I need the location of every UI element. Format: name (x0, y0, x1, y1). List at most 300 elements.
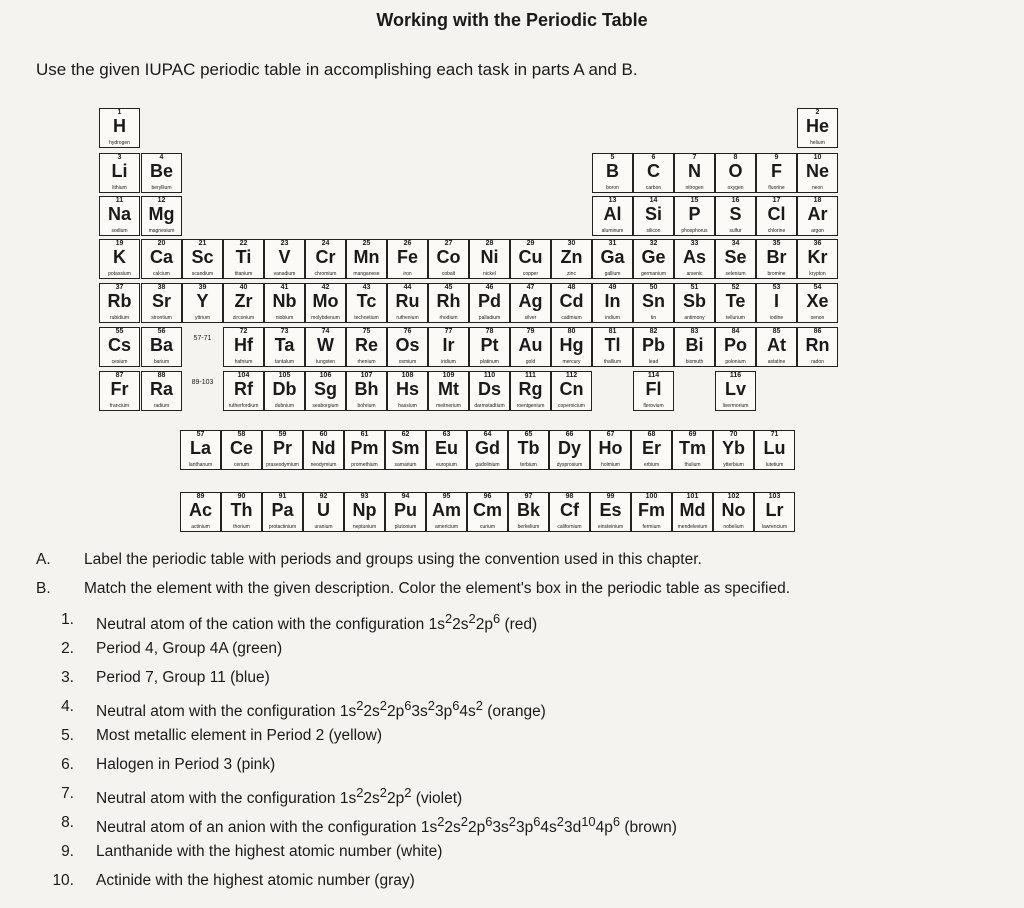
element-symbol: C (647, 161, 660, 181)
element-darmstadtium[interactable] (469, 371, 510, 411)
element-symbol: Pm (350, 438, 379, 458)
element-name: thorium (233, 524, 250, 530)
atomic-number: 50 (649, 284, 658, 291)
element-symbol: Rb (107, 291, 132, 311)
element-lawrencium[interactable] (754, 492, 795, 532)
element-arsenic[interactable] (674, 239, 715, 279)
atomic-number: 66 (565, 431, 574, 438)
element-nickel[interactable] (469, 239, 510, 279)
element-symbol: Fm (638, 500, 665, 520)
element-symbol: Eu (434, 438, 458, 458)
atomic-number: 64 (483, 431, 492, 438)
atomic-number: 9 (774, 154, 779, 161)
element-gold[interactable] (510, 327, 551, 367)
atomic-number: 65 (524, 431, 533, 438)
element-symbol: Cd (559, 291, 584, 311)
element-name: indium (605, 315, 620, 321)
element-symbol: Lv (724, 379, 746, 399)
element-symbol: Ho (598, 438, 623, 458)
element-name: niobium (275, 315, 294, 321)
element-symbol: Sc (191, 247, 214, 267)
element-symbol: Ac (188, 500, 212, 520)
element-name: polonium (725, 359, 746, 365)
element-symbol: Ta (274, 335, 295, 355)
element-boron[interactable] (592, 153, 633, 193)
element-name: cerium (233, 462, 249, 468)
atomic-number: 25 (362, 240, 371, 247)
element-name: fluorine (768, 185, 785, 191)
task-number: 10. (52, 872, 74, 889)
element-symbol: Rh (436, 291, 461, 311)
atomic-number: 51 (690, 284, 699, 291)
element-hydrogen[interactable] (99, 108, 140, 148)
element-dubnium[interactable] (264, 371, 305, 411)
element-fluorine[interactable] (756, 153, 797, 193)
element-mercury[interactable] (551, 327, 592, 367)
atomic-number: 21 (198, 240, 207, 247)
atomic-number: 61 (360, 431, 369, 438)
element-radium[interactable] (141, 371, 182, 411)
element-cerium[interactable] (221, 430, 262, 470)
element-zirconium[interactable] (223, 283, 264, 323)
element-symbol: Rg (518, 379, 543, 399)
element-francium[interactable] (99, 371, 140, 411)
element-symbol: K (113, 247, 126, 267)
element-symbol: Db (272, 379, 297, 399)
element-sodium[interactable] (99, 196, 140, 236)
element-name: osmium (398, 359, 417, 365)
element-symbol: Sr (151, 291, 171, 311)
element-name: cesium (111, 359, 128, 365)
element-cadmium[interactable] (551, 283, 592, 323)
atomic-number: 93 (360, 493, 369, 500)
element-rubidium[interactable] (99, 283, 140, 323)
element-name: tellurium (726, 315, 745, 321)
task-text: Most metallic element in Period 2 (yellow) (96, 727, 382, 744)
instructions: Use the given IUPAC periodic table in accomplishing each task in parts A and B. (36, 60, 638, 79)
atomic-number: 55 (115, 328, 124, 335)
part-a-text: Label the periodic table with periods and groups using the convention used in this chapter. (84, 551, 702, 568)
element-symbol: Pr (272, 438, 292, 458)
element-berkelium[interactable] (508, 492, 549, 532)
element-symbol: Cr (315, 247, 336, 267)
element-californium[interactable] (549, 492, 590, 532)
element-name: lead (648, 359, 659, 365)
element-name: lithium (112, 185, 127, 191)
element-sulfur[interactable] (715, 196, 756, 236)
atomic-number: 82 (649, 328, 658, 335)
element-symbol: V (278, 247, 291, 267)
element-barium[interactable] (141, 327, 182, 367)
atomic-number: 27 (444, 240, 453, 247)
element-seaborgium[interactable] (305, 371, 346, 411)
element-name: ytterbium (723, 462, 744, 468)
part-b-label: B. (36, 580, 51, 597)
element-symbol: Ag (518, 291, 543, 311)
element-bismuth[interactable] (674, 327, 715, 367)
element-helium[interactable] (797, 108, 838, 148)
task-text: Neutral atom with the configuration $1s^22s^22p^2$ (violet) (96, 785, 463, 808)
element-symbol: O (728, 161, 743, 181)
element-name: argon (811, 228, 824, 234)
element-name: curium (479, 524, 495, 530)
element-symbol: Bh (354, 379, 379, 399)
element-ytterbium[interactable] (713, 430, 754, 470)
atomic-number: 88 (157, 372, 166, 379)
element-krypton[interactable] (797, 239, 838, 279)
element-neptunium[interactable] (344, 492, 385, 532)
atomic-number: 102 (727, 493, 740, 500)
element-erbium[interactable] (631, 430, 672, 470)
element-name: seaborgium (312, 403, 339, 409)
element-nobelium[interactable] (713, 492, 754, 532)
element-symbol: F (771, 161, 782, 181)
element-bromine[interactable] (756, 239, 797, 279)
element-name: lutetium (765, 462, 784, 468)
atomic-number: 42 (321, 284, 330, 291)
element-silicon[interactable] (633, 196, 674, 236)
element-name: strontium (151, 315, 172, 321)
element-name: beryllium (151, 185, 172, 191)
element-chromium[interactable] (305, 239, 346, 279)
element-mendelevium[interactable] (672, 492, 713, 532)
element-symbol: U (317, 500, 330, 520)
element-name: thulium (684, 462, 701, 468)
element-hafnium[interactable] (223, 327, 264, 367)
element-name: antimony (684, 315, 705, 321)
element-tantalum[interactable] (264, 327, 305, 367)
element-iridium[interactable] (428, 327, 469, 367)
element-ruthenium[interactable] (387, 283, 428, 323)
element-oxygen[interactable] (715, 153, 756, 193)
element-name: vanadium (273, 271, 296, 277)
element-name: rubidium (109, 315, 130, 321)
element-name: iodine (769, 315, 784, 321)
element-scandium[interactable] (182, 239, 223, 279)
element-name: plutonium (394, 524, 417, 530)
atomic-number: 13 (608, 197, 617, 204)
atomic-number: 26 (403, 240, 412, 247)
element-name: livermorium (722, 403, 749, 409)
element-fermium[interactable] (631, 492, 672, 532)
atomic-number: 1 (117, 109, 122, 116)
element-copper[interactable] (510, 239, 551, 279)
element-name: scandium (191, 271, 214, 277)
element-name: bromine (767, 271, 786, 277)
element-name: americium (434, 524, 459, 530)
element-terbium[interactable] (508, 430, 549, 470)
atomic-number: 94 (401, 493, 410, 500)
element-symbol: Yb (721, 438, 745, 458)
atomic-number: 63 (442, 431, 451, 438)
element-curium[interactable] (467, 492, 508, 532)
element-name: lanthanum (188, 462, 213, 468)
element-gallium[interactable] (592, 239, 633, 279)
element-symbol: Lr (765, 500, 784, 520)
element-name: samarium (394, 462, 417, 468)
element-astatine[interactable] (756, 327, 797, 367)
element-beryllium[interactable] (141, 153, 182, 193)
element-symbol: Mt (438, 379, 459, 399)
element-symbol: Cs (107, 335, 131, 355)
element-promethium[interactable] (344, 430, 385, 470)
element-name: darmstadtium (474, 403, 505, 409)
atomic-number: 76 (403, 328, 412, 335)
atomic-number: 98 (565, 493, 574, 500)
element-rhodium[interactable] (428, 283, 469, 323)
atomic-number: 99 (606, 493, 615, 500)
element-samarium[interactable] (385, 430, 426, 470)
atomic-number: 29 (526, 240, 535, 247)
element-symbol: Kr (807, 247, 828, 267)
element-symbol: Hs (395, 379, 419, 399)
element-americium[interactable] (426, 492, 467, 532)
atomic-number: 22 (239, 240, 248, 247)
element-tellurium[interactable] (715, 283, 756, 323)
element-titanium[interactable] (223, 239, 264, 279)
element-vanadium[interactable] (264, 239, 305, 279)
element-lanthanum[interactable] (180, 430, 221, 470)
element-name: copernicium (558, 403, 585, 409)
element-potassium[interactable] (99, 239, 140, 279)
element-name: nobelium (723, 524, 744, 530)
element-strontium[interactable] (141, 283, 182, 323)
element-symbol: Dy (557, 438, 581, 458)
element-actinium[interactable] (180, 492, 221, 532)
element-technetium[interactable] (346, 283, 387, 323)
element-name: barium (153, 359, 170, 365)
element-symbol: Ne (805, 161, 829, 181)
atomic-number: 110 (483, 372, 496, 379)
element-name: hafnium (234, 359, 253, 365)
atomic-number: 87 (115, 372, 124, 379)
element-aluminum[interactable] (592, 196, 633, 236)
element-germanium[interactable] (633, 239, 674, 279)
element-hassium[interactable] (387, 371, 428, 411)
element-xenon[interactable] (797, 283, 838, 323)
atomic-number: 12 (157, 197, 166, 204)
element-symbol: Al (603, 204, 622, 224)
element-yttrium[interactable] (182, 283, 223, 323)
element-name: ruthenium (396, 315, 419, 321)
element-name: carbon (645, 185, 662, 191)
element-name: zinc (567, 271, 576, 277)
element-name: flerovium (643, 403, 664, 409)
element-silver[interactable] (510, 283, 551, 323)
element-calcium[interactable] (141, 239, 182, 279)
atomic-number: 43 (362, 284, 371, 291)
element-zinc[interactable] (551, 239, 592, 279)
element-symbol: Nb (272, 291, 297, 311)
element-name: cobalt (441, 271, 456, 277)
element-symbol: No (721, 500, 746, 520)
element-neodymium[interactable] (303, 430, 344, 470)
task-number: 9. (61, 843, 74, 860)
element-polonium[interactable] (715, 327, 756, 367)
element-indium[interactable] (592, 283, 633, 323)
element-manganese[interactable] (346, 239, 387, 279)
element-livermorium[interactable] (715, 371, 756, 411)
element-nitrogen[interactable] (674, 153, 715, 193)
element-name: chromium (314, 271, 337, 277)
element-dysprosium[interactable] (549, 430, 590, 470)
element-symbol: At (767, 335, 786, 355)
atomic-number: 48 (567, 284, 576, 291)
task-number: 5. (61, 727, 74, 744)
element-name: arsenic (686, 271, 703, 277)
element-rutherfordium[interactable] (223, 371, 264, 411)
element-symbol: Sg (313, 379, 337, 399)
task-text: Neutral atom of the cation with the configuration $1s^22s^22p^6$ (red) (96, 611, 538, 634)
element-name: nitrogen (685, 185, 704, 191)
element-symbol: Es (599, 500, 622, 520)
element-tin[interactable] (633, 283, 674, 323)
element-flerovium[interactable] (633, 371, 674, 411)
atomic-number: 71 (770, 431, 779, 438)
element-lutetium[interactable] (754, 430, 795, 470)
element-lead[interactable] (633, 327, 674, 367)
element-name: francium (109, 403, 130, 409)
element-plutonium[interactable] (385, 492, 426, 532)
element-platinum[interactable] (469, 327, 510, 367)
element-thulium[interactable] (672, 430, 713, 470)
element-name: bohrium (357, 403, 376, 409)
element-rhenium[interactable] (346, 327, 387, 367)
element-symbol: Xe (806, 291, 829, 311)
element-magnesium[interactable] (141, 196, 182, 236)
element-gadolinium[interactable] (467, 430, 508, 470)
element-name: palladium (478, 315, 501, 321)
element-name: thallium (603, 359, 622, 365)
element-name: calcium (153, 271, 170, 277)
part-a-label: A. (36, 551, 51, 568)
element-palladium[interactable] (469, 283, 510, 323)
atomic-number: 28 (485, 240, 494, 247)
element-protactinium[interactable] (262, 492, 303, 532)
element-bohrium[interactable] (346, 371, 387, 411)
element-tungsten[interactable] (305, 327, 346, 367)
atomic-number: 108 (401, 372, 414, 379)
element-holmium[interactable] (590, 430, 631, 470)
atomic-number: 31 (608, 240, 617, 247)
element-name: chlorine (767, 228, 786, 234)
part-b-text: Match the element with the given description. Color the element's box in the periodic table as specified. (84, 580, 791, 597)
element-symbol: Fr (110, 379, 129, 399)
element-symbol: Be (149, 161, 173, 181)
element-name: erbium (643, 462, 660, 468)
task-number: 7. (61, 785, 74, 802)
element-roentgenium[interactable] (510, 371, 551, 411)
element-osmium[interactable] (387, 327, 428, 367)
element-name: molybdenum (311, 315, 340, 321)
element-uranium[interactable] (303, 492, 344, 532)
element-symbol: Ru (395, 291, 420, 311)
element-selenium[interactable] (715, 239, 756, 279)
element-name: rutherfordium (228, 403, 259, 409)
element-name: germanium (640, 271, 666, 277)
element-niobium[interactable] (264, 283, 305, 323)
element-thallium[interactable] (592, 327, 633, 367)
atomic-number: 116 (729, 372, 742, 379)
atomic-number: 44 (403, 284, 412, 291)
element-name: bismuth (685, 359, 704, 365)
element-name: krypton (809, 271, 826, 277)
element-neon[interactable] (797, 153, 838, 193)
element-symbol: Y (196, 291, 209, 311)
element-iodine[interactable] (756, 283, 797, 323)
task-text: Actinide with the highest atomic number (gray) (96, 872, 415, 889)
element-meitnerium[interactable] (428, 371, 469, 411)
element-molybdenum[interactable] (305, 283, 346, 323)
element-name: holmium (601, 462, 620, 468)
element-symbol: W (317, 335, 334, 355)
element-symbol: Re (354, 335, 378, 355)
element-name: manganese (353, 271, 380, 277)
atomic-number: 106 (319, 372, 332, 379)
element-symbol: Mo (312, 291, 339, 311)
element-symbol: Np (352, 500, 377, 520)
part-b (36, 580, 996, 602)
element-symbol: Bk (516, 500, 540, 520)
element-argon[interactable] (797, 196, 838, 236)
task-text: Lanthanide with the highest atomic number (white) (96, 843, 443, 860)
element-symbol: Tm (679, 438, 706, 458)
element-name: helium (810, 140, 825, 146)
page-title: Working with the Periodic Table (376, 10, 648, 30)
element-radon[interactable] (797, 327, 838, 367)
atomic-number: 23 (280, 240, 289, 247)
element-name: praseodymium (266, 462, 299, 468)
element-cesium[interactable] (99, 327, 140, 367)
element-symbol: Na (107, 204, 131, 224)
atomic-number: 86 (813, 328, 822, 335)
element-europium[interactable] (426, 430, 467, 470)
element-phosphorus[interactable] (674, 196, 715, 236)
element-thorium[interactable] (221, 492, 262, 532)
element-carbon[interactable] (633, 153, 674, 193)
element-name: radium (153, 403, 170, 409)
atomic-number: 103 (768, 493, 781, 500)
atomic-number: 79 (526, 328, 535, 335)
task-text: Neutral atom with the configuration $1s^22s^22p^63s^23p^64s^2$ (orange) (96, 698, 546, 721)
atomic-number: 30 (567, 240, 576, 247)
element-einsteinium[interactable] (590, 492, 631, 532)
atomic-number: 89 (196, 493, 205, 500)
element-symbol: Tc (356, 291, 377, 311)
element-symbol: Hg (559, 335, 584, 355)
element-name: tungsten (315, 359, 336, 365)
atomic-number: 97 (524, 493, 533, 500)
element-copernicium[interactable] (551, 371, 592, 411)
element-symbol: Cf (560, 500, 579, 520)
element-chlorine[interactable] (756, 196, 797, 236)
element-antimony[interactable] (674, 283, 715, 323)
element-iron[interactable] (387, 239, 428, 279)
element-praseodymium[interactable] (262, 430, 303, 470)
element-lithium[interactable] (99, 153, 140, 193)
atomic-number: 75 (362, 328, 371, 335)
element-name: iron (403, 271, 412, 277)
element-name: einsteinium (597, 524, 624, 530)
element-name: neptunium (352, 524, 377, 530)
element-cobalt[interactable] (428, 239, 469, 279)
element-symbol: Lu (763, 438, 786, 458)
element-name: silver (524, 315, 537, 321)
atomic-number: 54 (813, 284, 822, 291)
task-number: 4. (61, 698, 74, 715)
atomic-number: 6 (651, 154, 656, 161)
part-a (36, 551, 996, 573)
